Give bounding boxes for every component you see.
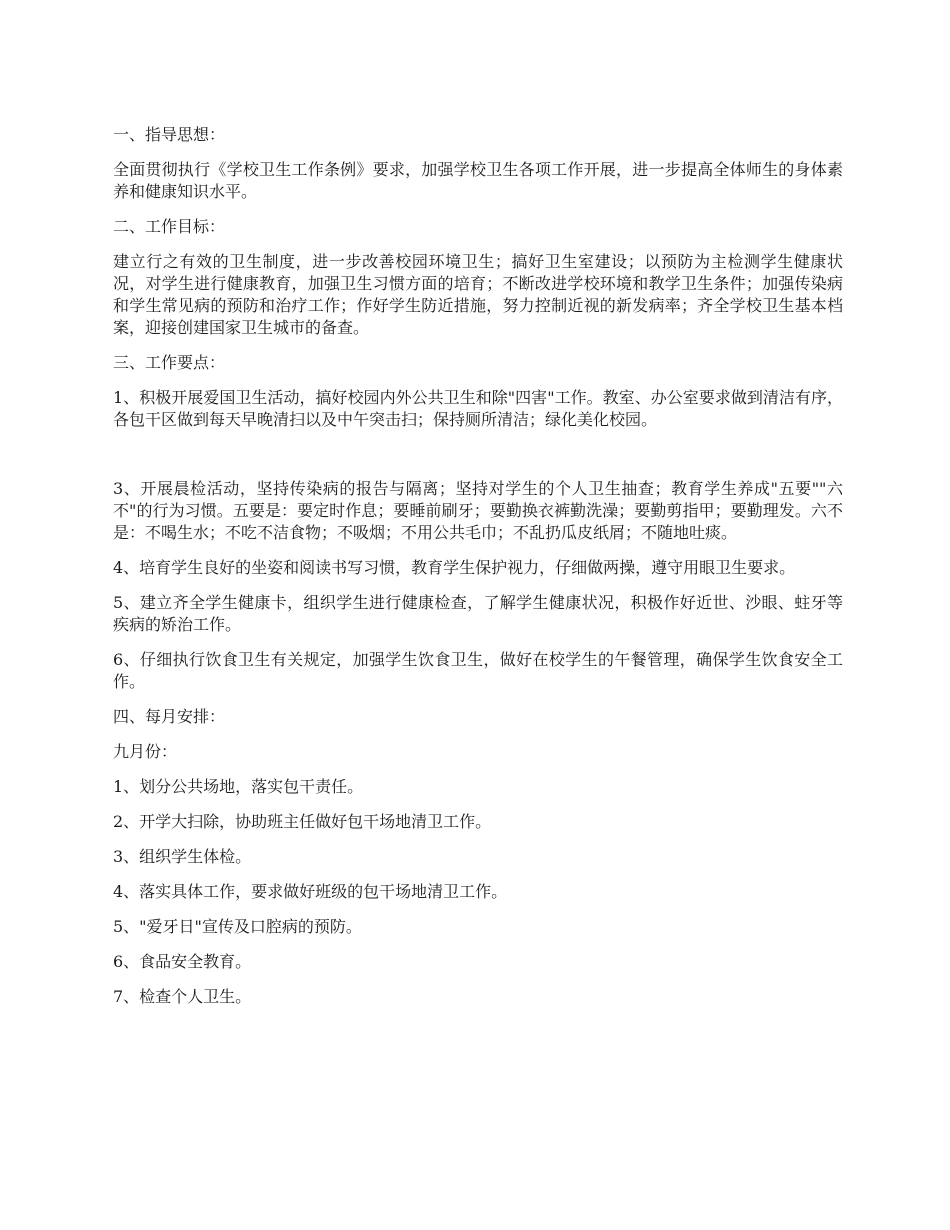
heading-guiding-thought: 一、指导思想： (113, 125, 226, 144)
work-point-6: 6、仔细执行饮食卫生有关规定，加强学生饮食卫生，做好在校学生的午餐管理，确保学生饮食安全工作。 (113, 650, 843, 691)
paragraph-work-goals: 建立行之有效的卫生制度，进一步改善校园环境卫生；搞好卫生室建设；以预防为主检测学生健康状况，对学生进行健康教育，加强卫生习惯方面的培育；不断改进学校环境和教学卫生条件；加强传染病和学生常见病的预防和治疗工作；作好学生防近措施，努力控制近视的新发病率；齐全学校卫生基本档案，迎接创建国家卫生城市的备查。 (113, 252, 843, 337)
work-point-3: 3、开展晨检活动，坚持传染病的报告与隔离；坚持对学生的个人卫生抽查；教育学生养成"五要""六不"的行为习惯。五要是：要定时作息；要睡前刷牙；要勤换衣裤勤洗澡；要勤剪指甲；要勤理发。六不是：不喝生水；不吃不洁食物；不吸烟；不用公共毛巾；不乱扔瓜皮纸屑；不随地吐痰。 (113, 479, 843, 542)
september-item-5: 5、"爱牙日"宣传及口腔病的预防。 (113, 917, 362, 936)
september-item-7: 7、检查个人卫生。 (113, 987, 252, 1006)
september-item-6: 6、食品安全教育。 (113, 952, 252, 971)
heading-work-points: 三、工作要点： (113, 353, 226, 372)
heading-monthly-plan: 四、每月安排： (113, 707, 226, 726)
work-point-5: 5、建立齐全学生健康卡，组织学生进行健康检查，了解学生健康状况，积极作好近世、沙眼、蛀牙等疾病的矫治工作。 (113, 593, 843, 634)
paragraph-guiding-thought: 全面贯彻执行《学校卫生工作条例》要求，加强学校卫生各项工作开展，进一步提高全体师生的身体素养和健康知识水平。 (113, 160, 843, 201)
september-item-2: 2、开学大扫除，协助班主任做好包干场地清卫工作。 (113, 812, 492, 831)
september-item-3: 3、组织学生体检。 (113, 847, 252, 866)
heading-september: 九月份： (113, 742, 178, 761)
document-body (113, 124, 843, 1021)
work-point-4: 4、培育学生良好的坐姿和阅读书写习惯，教育学生保护视力，仔细做两操，遵守用眼卫生要求。 (113, 558, 796, 577)
september-item-1: 1、划分公共场地，落实包干责任。 (113, 777, 364, 796)
work-point-1: 1、积极开展爱国卫生活动，搞好校园内外公共卫生和除"四害"工作。教室、办公室要求做到清洁有序，各包干区做到每天早晚清扫以及中午突击扫；保持厕所清洁；绿化美化校园。 (113, 388, 843, 429)
heading-work-goals: 二、工作目标： (113, 217, 226, 236)
september-item-4: 4、落实具体工作，要求做好班级的包干场地清卫工作。 (113, 882, 508, 901)
